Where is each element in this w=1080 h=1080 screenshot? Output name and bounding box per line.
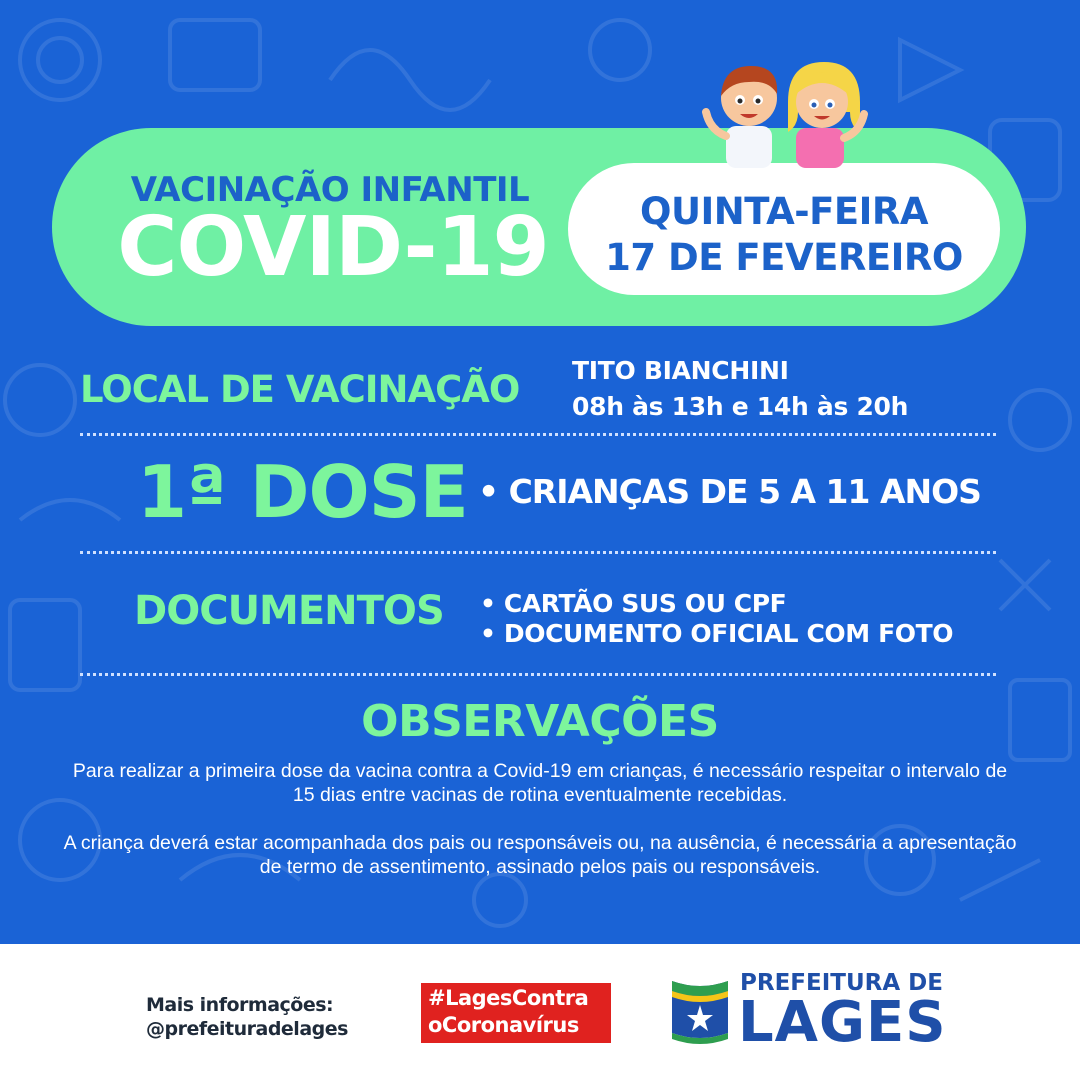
observation-paragraph: A criança deverá estar acompanhada dos pais ou responsáveis ou, na ausência, é necessária a apresentação de termo de assentimento, assinado pelos pais ou responsáveis. xyxy=(63,832,1017,878)
logo-label: PREFEITURA DE xyxy=(740,970,943,996)
divider xyxy=(80,551,996,554)
local-place: TITO BIANCHINI xyxy=(572,356,789,385)
local-hours: 08h às 13h e 14h às 20h xyxy=(572,392,909,421)
logo-city: LAGES xyxy=(738,990,947,1055)
hashtag-line: #LagesContra xyxy=(428,986,589,1010)
campaign-subtitle: VACINAÇÃO INFANTIL xyxy=(130,170,530,210)
observations-title: OBSERVAÇÕES xyxy=(361,696,719,747)
date-day: 17 DE FEVEREIRO xyxy=(605,236,963,279)
hashtag-line: oCoronavírus xyxy=(428,1013,579,1037)
social-handle: @prefeituradelages xyxy=(146,1018,348,1040)
more-info-label: Mais informações: xyxy=(146,994,334,1016)
campaign-title: COVID-19 xyxy=(117,200,549,295)
documents-label: DOCUMENTOS xyxy=(134,588,444,634)
dose-age-range: • CRIANÇAS DE 5 A 11 ANOS xyxy=(478,472,981,511)
divider xyxy=(80,433,996,436)
date-weekday: QUINTA-FEIRA xyxy=(639,190,929,233)
hashtag-badge xyxy=(421,983,611,1043)
document-item: • CARTÃO SUS OU CPF xyxy=(480,589,787,618)
kids-illustration-icon xyxy=(696,58,876,168)
lages-flag-logo-icon xyxy=(668,975,732,1045)
dose-label: 1ª DOSE xyxy=(137,450,468,534)
document-item: • DOCUMENTO OFICIAL COM FOTO xyxy=(480,619,954,648)
local-label: LOCAL DE VACINAÇÃO xyxy=(80,368,520,411)
observation-paragraph: Para realizar a primeira dose da vacina contra a Covid-19 em crianças, é necessário respeitar o intervalo de 15 dias entre vacinas de rotina eventualmente recebidas. xyxy=(72,760,1008,806)
divider xyxy=(80,673,996,676)
